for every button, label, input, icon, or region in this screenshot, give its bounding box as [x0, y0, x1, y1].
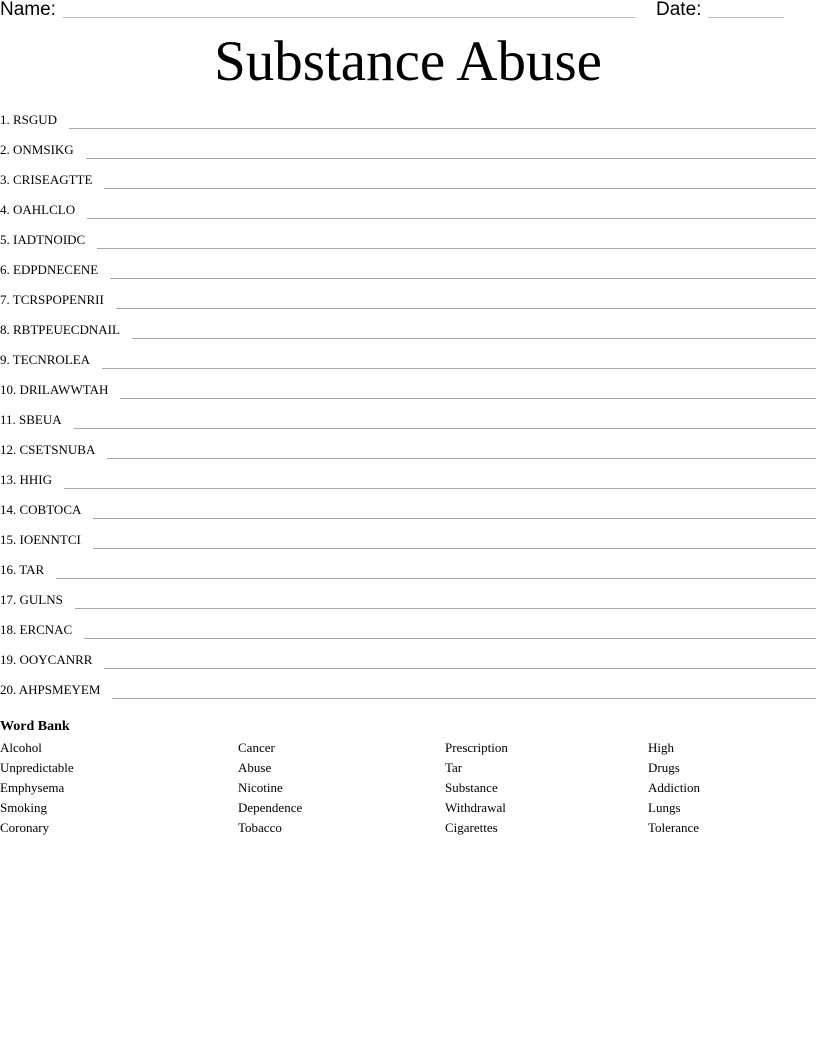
word-bank-item: Cancer	[238, 740, 275, 755]
word-bank-item: Substance	[445, 780, 498, 795]
answer-line[interactable]	[75, 608, 816, 609]
answer-line[interactable]	[56, 578, 816, 579]
question-row	[0, 381, 816, 411]
name-label: Name:	[0, 0, 56, 20]
word-bank-title: Word Bank	[0, 719, 70, 734]
question-row	[0, 531, 816, 561]
answer-line[interactable]	[87, 218, 816, 219]
question-row	[0, 681, 816, 711]
word-bank-item: Abuse	[238, 760, 272, 775]
scrambled-word: 1. RSGUD	[0, 112, 58, 127]
scrambled-word: 7. TCRSPOPENRII	[0, 292, 104, 307]
question-row	[0, 471, 816, 501]
word-bank-item: Coronary	[0, 820, 50, 835]
word-bank-column-3	[445, 739, 508, 839]
answer-line[interactable]	[93, 518, 816, 519]
word-bank-item: Tar	[445, 760, 463, 775]
question-row	[0, 591, 816, 621]
question-row	[0, 231, 816, 261]
question-row	[0, 501, 816, 531]
word-bank-item: Addiction	[648, 780, 700, 795]
question-row	[0, 111, 816, 141]
word-bank-column-4	[648, 739, 700, 839]
question-list	[0, 111, 816, 711]
answer-line[interactable]	[86, 158, 816, 159]
answer-line[interactable]	[132, 338, 816, 339]
scrambled-word: 15. IOENNTCI	[0, 532, 81, 547]
answer-line[interactable]	[69, 128, 816, 129]
scrambled-word: 16. TAR	[0, 562, 45, 577]
word-bank-item: Tolerance	[648, 820, 700, 835]
question-row	[0, 651, 816, 681]
answer-line[interactable]	[104, 668, 816, 669]
word-bank-item: Drugs	[648, 760, 680, 775]
answer-line[interactable]	[64, 488, 816, 489]
scrambled-word: 2. ONMSIKG	[0, 142, 74, 157]
word-bank-column-1	[0, 739, 74, 839]
answer-line[interactable]	[112, 698, 816, 699]
word-bank-item: Emphysema	[0, 780, 65, 795]
scrambled-word: 9. TECNROLEA	[0, 352, 91, 367]
word-bank-item: Nicotine	[238, 780, 283, 795]
answer-line[interactable]	[97, 248, 816, 249]
answer-line[interactable]	[84, 638, 816, 639]
question-row	[0, 261, 816, 291]
date-label: Date:	[656, 0, 702, 20]
question-row	[0, 561, 816, 591]
scrambled-word: 13. HHIG	[0, 472, 52, 487]
answer-line[interactable]	[104, 188, 816, 189]
scrambled-word: 10. DRILAWWTAH	[0, 382, 109, 397]
question-row	[0, 171, 816, 201]
scrambled-word: 8. RBTPEUECDNAIL	[0, 322, 120, 337]
worksheet-header	[0, 0, 816, 24]
scrambled-word: 11. SBEUA	[0, 412, 62, 427]
word-bank-item: Withdrawal	[445, 800, 506, 815]
question-row	[0, 411, 816, 441]
scrambled-word: 17. GULNS	[0, 592, 63, 607]
word-bank-item: Prescription	[445, 740, 508, 755]
word-bank-item: Smoking	[0, 800, 47, 815]
word-bank-item: Cigarettes	[445, 820, 498, 835]
question-row	[0, 621, 816, 651]
scrambled-word: 12. CSETSNUBA	[0, 442, 96, 457]
page-title: Substance Abuse	[214, 30, 602, 93]
word-bank-item: High	[648, 740, 674, 755]
question-row	[0, 291, 816, 321]
scrambled-word: 6. EDPDNECENE	[0, 262, 99, 277]
word-bank-item: Dependence	[238, 800, 303, 815]
answer-line[interactable]	[102, 368, 816, 369]
word-bank-item: Tobacco	[238, 820, 282, 835]
word-bank-column-2	[238, 739, 302, 839]
scrambled-word: 3. CRISEAGTTE	[0, 172, 93, 187]
word-bank-item: Lungs	[648, 800, 681, 815]
question-row	[0, 351, 816, 381]
scrambled-word: 4. OAHLCLO	[0, 202, 76, 217]
answer-line[interactable]	[116, 308, 816, 309]
answer-line[interactable]	[107, 458, 816, 459]
question-row	[0, 141, 816, 171]
question-row	[0, 321, 816, 351]
name-field[interactable]	[63, 17, 635, 18]
answer-line[interactable]	[74, 428, 816, 429]
scrambled-word: 5. IADTNOIDC	[0, 232, 86, 247]
answer-line[interactable]	[110, 278, 816, 279]
scrambled-word: 18. ERCNAC	[0, 622, 73, 637]
scrambled-word: 20. AHPSMEYEM	[0, 682, 101, 697]
answer-line[interactable]	[120, 398, 816, 399]
question-row	[0, 201, 816, 231]
word-bank-item: Unpredictable	[0, 760, 74, 775]
question-row	[0, 441, 816, 471]
word-bank-item: Alcohol	[0, 740, 42, 755]
scrambled-word: 19. OOYCANRR	[0, 652, 93, 667]
scrambled-word: 14. COBTOCA	[0, 502, 82, 517]
answer-line[interactable]	[93, 548, 816, 549]
date-field[interactable]	[708, 17, 784, 18]
